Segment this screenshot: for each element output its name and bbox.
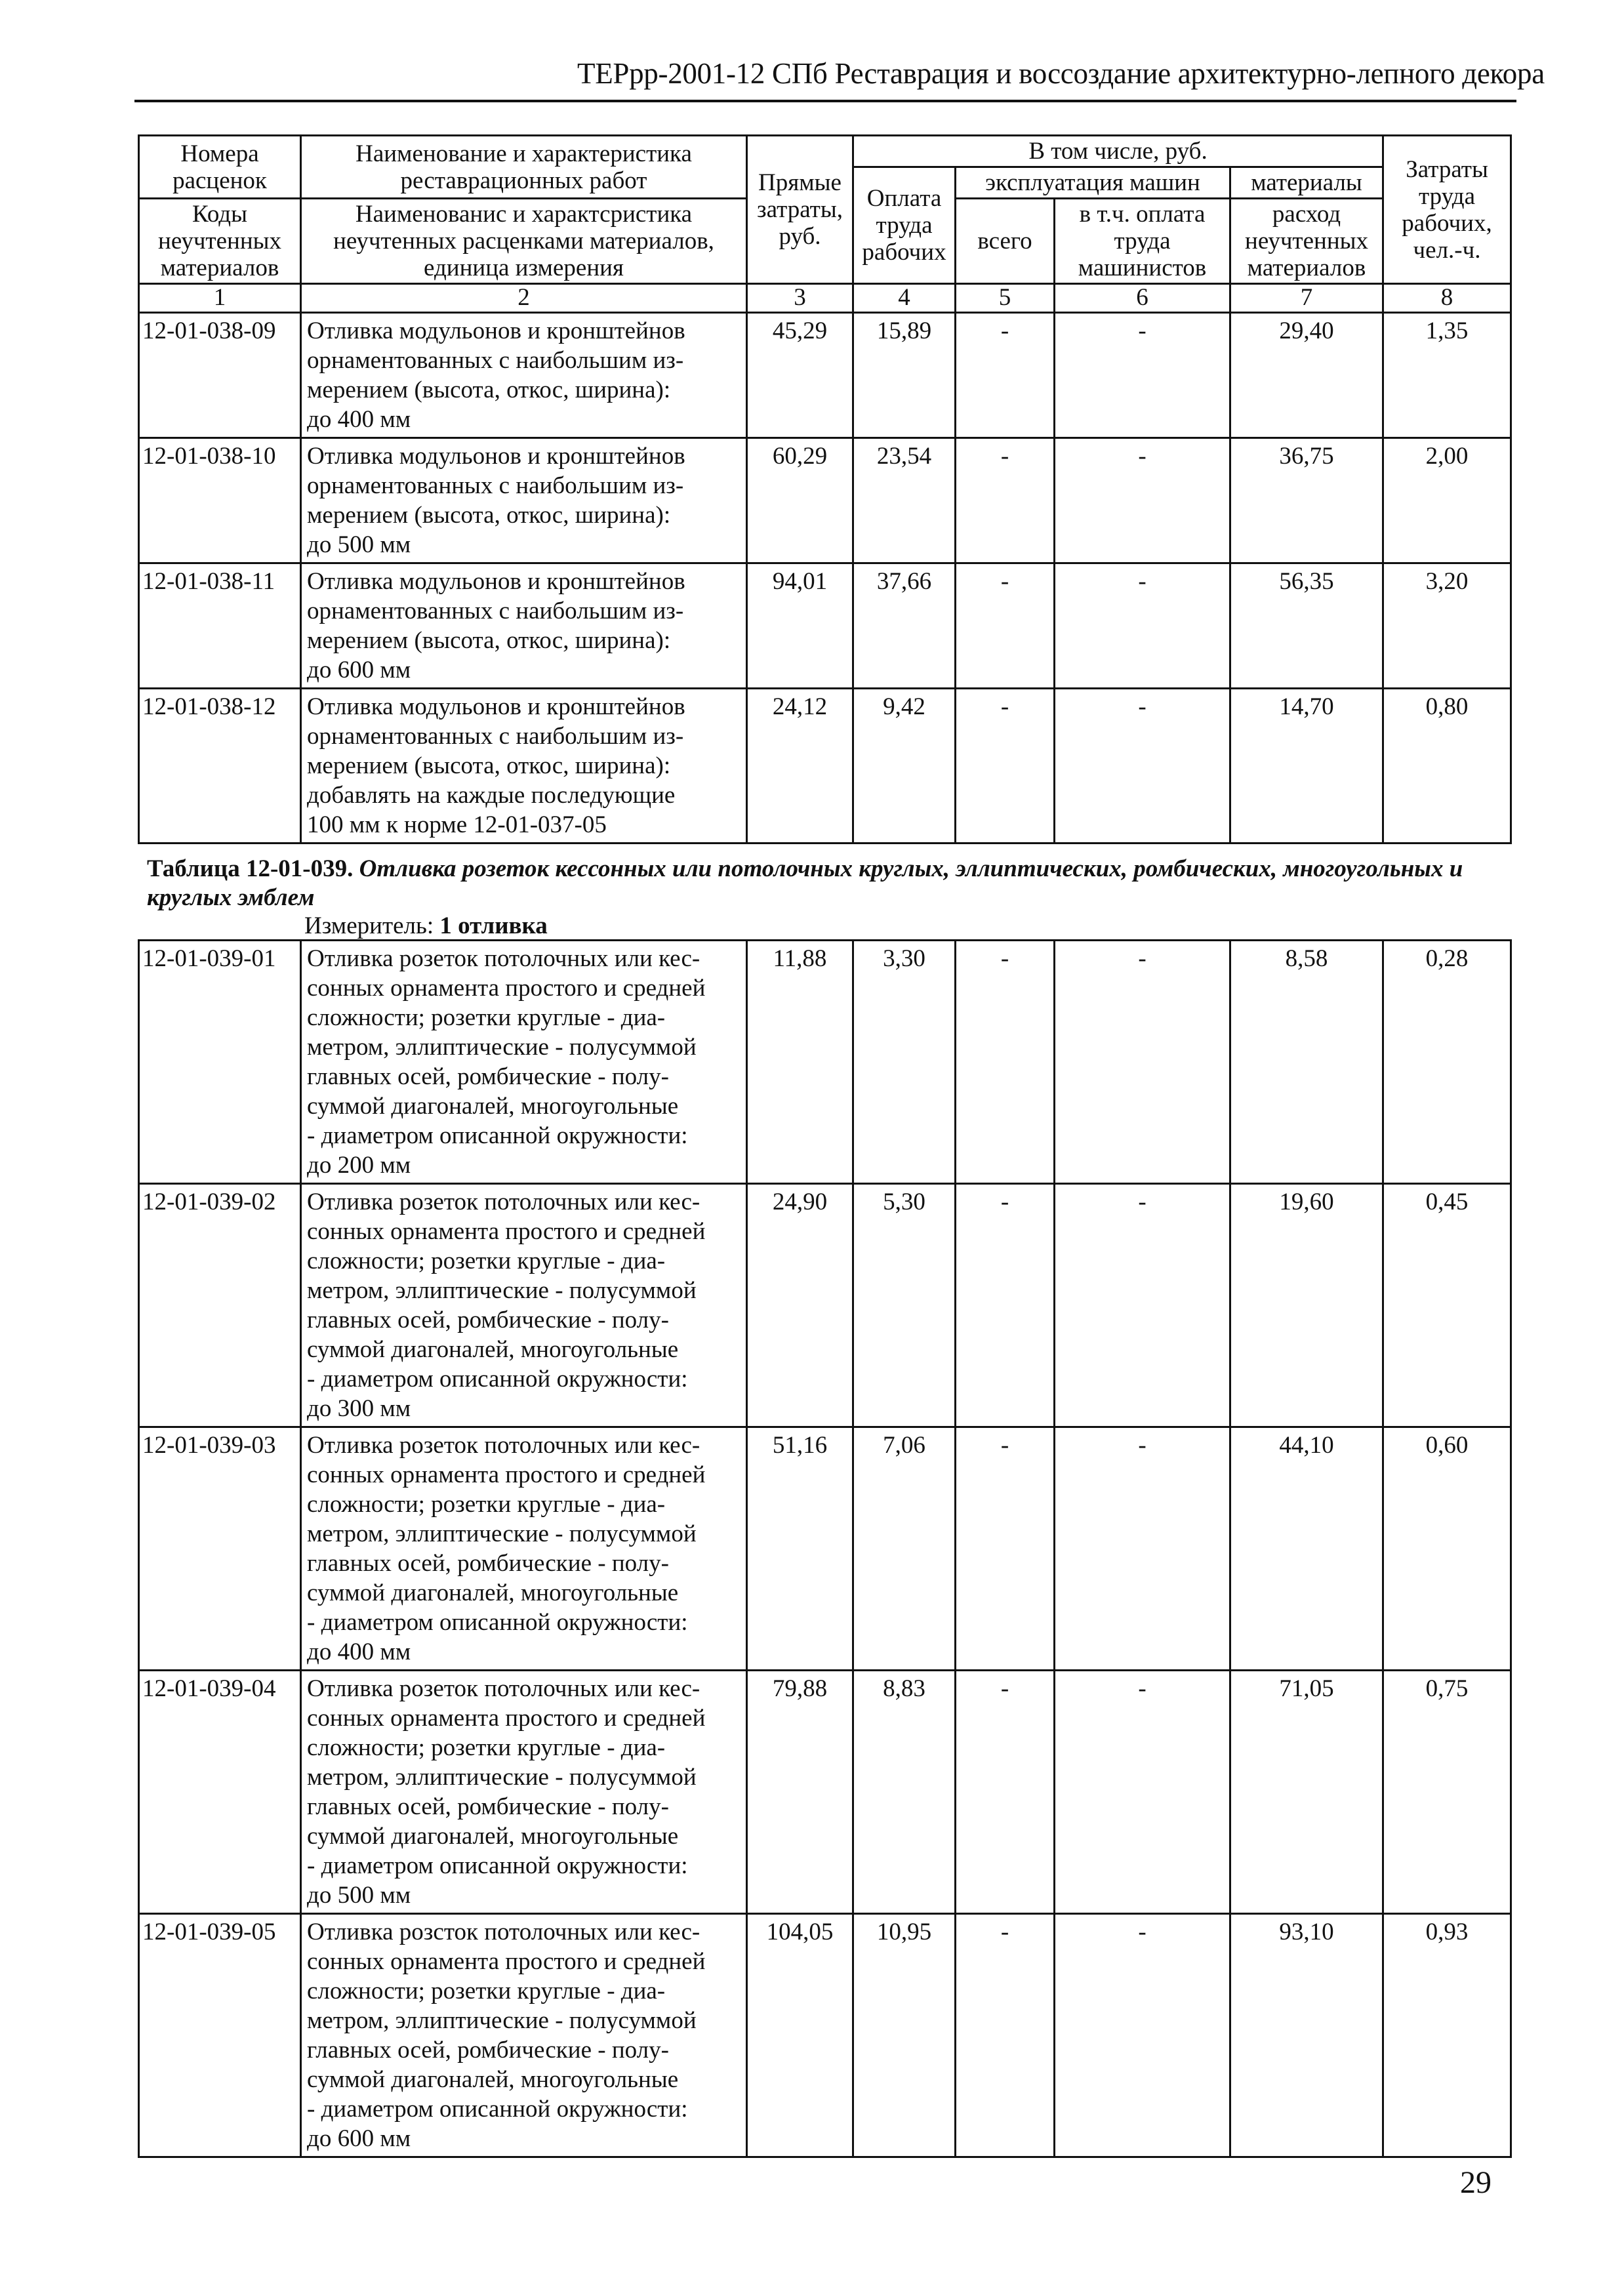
header-machines: эксплуатация машин xyxy=(956,167,1230,199)
header-labor-pay: Оплата труда рабочих xyxy=(853,167,956,284)
rates-table-038 xyxy=(138,134,1512,844)
rate-description: Отливка модульонов и кронштейнов орнаментованных с наибольшим из- мерением (высота, откос, ширина): до 500 мм xyxy=(301,438,747,563)
column-number: 5 xyxy=(956,284,1055,313)
column-number: 2 xyxy=(301,284,747,313)
rate-description: Отливка розеток потолочных или кес- сонных орнамента простого и средней сложности; розетки круглые - диа- метром, эллиптические - полусуммой главных осей, ромбические - полу- суммой диагоналей, многоугольные - диаметром описанной окружности: до 200 мм xyxy=(301,941,747,1184)
labor-pay: 10,95 xyxy=(853,1914,956,2157)
machines-total: - xyxy=(956,1184,1055,1427)
machines-total: - xyxy=(956,438,1055,563)
direct-costs: 11,88 xyxy=(747,941,853,1184)
machinists-pay: - xyxy=(1055,313,1230,438)
machinists-pay: - xyxy=(1055,1184,1230,1427)
machines-total: - xyxy=(956,1427,1055,1671)
table-row xyxy=(139,1914,1511,2157)
table-row xyxy=(139,1671,1511,1914)
direct-costs: 45,29 xyxy=(747,313,853,438)
machines-total: - xyxy=(956,563,1055,689)
table-row xyxy=(139,313,1511,438)
column-number: 4 xyxy=(853,284,956,313)
column-number: 8 xyxy=(1383,284,1511,313)
machines-total: - xyxy=(956,689,1055,844)
labor-costs: 0,75 xyxy=(1383,1671,1511,1914)
table-row xyxy=(139,941,1511,1184)
rate-description: Отливка модульонов и кронштейнов орнаментованных с наибольшим из- мерением (высота, откос, ширина): до 600 мм xyxy=(301,563,747,689)
materials: 29,40 xyxy=(1230,313,1383,438)
direct-costs: 94,01 xyxy=(747,563,853,689)
labor-costs: 1,35 xyxy=(1383,313,1511,438)
header-machines-total: всего xyxy=(956,199,1055,284)
header-materials-consumption: расход неучтенных материалов xyxy=(1230,199,1383,284)
page-header: ТЕРрр-2001-12 СПб Реставрация и воссоздание архитектурно-лепного декора xyxy=(577,57,1545,90)
header-work-name: Наименование и характеристика реставрационных работ xyxy=(301,136,747,199)
table-meter xyxy=(304,912,548,941)
table-row xyxy=(139,563,1511,689)
rate-code: 12-01-039-01 xyxy=(139,941,301,1184)
labor-costs: 3,20 xyxy=(1383,563,1511,689)
rate-description: Отливка модульонов и кронштейнов орнаментованных с наибольшим из- мерением (высота, откос, ширина): добавлять на каждые последующие 100 мм к норме 12-01-037-05 xyxy=(301,689,747,844)
table-row xyxy=(139,438,1511,563)
meter-value: 1 отливка xyxy=(439,912,548,939)
rate-description: Отливка розсток потолочных или кес- сонных орнамента простого и средней сложности; розетки круглые - диа- метром, эллиптические - полусуммой главных осей, ромбические - полу- суммой диагоналей, многоугольные - диаметром описанной окружности: до 600 мм xyxy=(301,1914,747,2157)
column-number: 7 xyxy=(1230,284,1383,313)
machines-total: - xyxy=(956,313,1055,438)
labor-costs: 0,80 xyxy=(1383,689,1511,844)
rate-code: 12-01-039-05 xyxy=(139,1914,301,2157)
labor-costs: 2,00 xyxy=(1383,438,1511,563)
labor-pay: 23,54 xyxy=(853,438,956,563)
direct-costs: 104,05 xyxy=(747,1914,853,2157)
labor-pay: 15,89 xyxy=(853,313,956,438)
header-materials: материалы xyxy=(1230,167,1383,199)
rate-code: 12-01-038-10 xyxy=(139,438,301,563)
meter-label: Измеритель: xyxy=(304,912,434,939)
machinists-pay: - xyxy=(1055,1671,1230,1914)
materials: 19,60 xyxy=(1230,1184,1383,1427)
rate-code: 12-01-038-09 xyxy=(139,313,301,438)
materials: 8,58 xyxy=(1230,941,1383,1184)
rate-code: 12-01-039-02 xyxy=(139,1184,301,1427)
materials: 71,05 xyxy=(1230,1671,1383,1914)
column-number: 1 xyxy=(139,284,301,313)
direct-costs: 79,88 xyxy=(747,1671,853,1914)
labor-pay: 3,30 xyxy=(853,941,956,1184)
materials: 93,10 xyxy=(1230,1914,1383,2157)
materials: 56,35 xyxy=(1230,563,1383,689)
rate-description: Отливка розеток потолочных или кес- сонных орнамента простого и средней сложности; розетки круглые - диа- метром, эллиптические - полусуммой главных осей, ромбические - полу- суммой диагоналей, многоугольные - диаметром описанной окружности: до 300 мм xyxy=(301,1184,747,1427)
table-row xyxy=(139,1427,1511,1671)
header-including: В том числе, руб. xyxy=(853,136,1383,167)
rate-code: 12-01-039-04 xyxy=(139,1671,301,1914)
labor-pay: 37,66 xyxy=(853,563,956,689)
direct-costs: 24,90 xyxy=(747,1184,853,1427)
header-rate-numbers: Номера расценок xyxy=(139,136,301,199)
machinists-pay: - xyxy=(1055,689,1230,844)
header-direct-costs: Прямые затраты, руб. xyxy=(747,136,853,284)
materials: 36,75 xyxy=(1230,438,1383,563)
direct-costs: 51,16 xyxy=(747,1427,853,1671)
rate-code: 12-01-039-03 xyxy=(139,1427,301,1671)
materials: 14,70 xyxy=(1230,689,1383,844)
machines-total: - xyxy=(956,1671,1055,1914)
labor-costs: 0,28 xyxy=(1383,941,1511,1184)
labor-pay: 5,30 xyxy=(853,1184,956,1427)
machinists-pay: - xyxy=(1055,438,1230,563)
direct-costs: 60,29 xyxy=(747,438,853,563)
header-labor-costs: Затраты труда рабочих, чел.-ч. xyxy=(1383,136,1511,284)
labor-pay: 9,42 xyxy=(853,689,956,844)
materials: 44,10 xyxy=(1230,1427,1383,1671)
column-number: 6 xyxy=(1055,284,1230,313)
header-rule xyxy=(134,100,1516,102)
table-caption-title: Отливка розеток кессонных или потолочных круглых, эллиптических, ромбических, многоугольных и круглых эмблем xyxy=(147,855,1463,911)
labor-costs: 0,45 xyxy=(1383,1184,1511,1427)
page-number: 29 xyxy=(1460,2165,1492,2200)
machinists-pay: - xyxy=(1055,1427,1230,1671)
header-machinists-pay: в т.ч. оплата труда машинистов xyxy=(1055,199,1230,284)
table-row xyxy=(139,1184,1511,1427)
header-material-codes: Коды неучтенных материалов xyxy=(139,199,301,284)
header-material-names: Наименованис и характсристика неучтенных расценками материалов, единица измерения xyxy=(301,199,747,284)
machines-total: - xyxy=(956,941,1055,1184)
rate-description: Отливка розеток потолочных или кес- сонных орнамента простого и средней сложности; розетки круглые - диа- метром, эллиптические - полусуммой главных осей, ромбические - полу- суммой диагоналей, многоугольные - диаметром описанной окружности: до 500 мм xyxy=(301,1671,747,1914)
machinists-pay: - xyxy=(1055,1914,1230,2157)
rate-code: 12-01-038-12 xyxy=(139,689,301,844)
rate-description: Отливка модульонов и кронштейнов орнаментованных с наибольшим из- мерением (высота, откос, ширина): до 400 мм xyxy=(301,313,747,438)
table-row xyxy=(139,689,1511,844)
column-number: 3 xyxy=(747,284,853,313)
labor-pay: 7,06 xyxy=(853,1427,956,1671)
direct-costs: 24,12 xyxy=(747,689,853,844)
machinists-pay: - xyxy=(1055,563,1230,689)
machinists-pay: - xyxy=(1055,941,1230,1184)
labor-costs: 0,60 xyxy=(1383,1427,1511,1671)
rate-description: Отливка розеток потолочных или кес- сонных орнамента простого и средней сложности; розетки круглые - диа- метром, эллиптические - полусуммой главных осей, ромбические - полу- суммой диагоналей, многоугольные - диаметром описанной окружности: до 400 мм xyxy=(301,1427,747,1671)
labor-pay: 8,83 xyxy=(853,1671,956,1914)
rate-code: 12-01-038-11 xyxy=(139,563,301,689)
rates-table-039 xyxy=(138,939,1512,2158)
table-caption xyxy=(147,855,1518,912)
labor-costs: 0,93 xyxy=(1383,1914,1511,2157)
machines-total: - xyxy=(956,1914,1055,2157)
table-caption-label: Таблица 12-01-039. xyxy=(147,855,354,882)
